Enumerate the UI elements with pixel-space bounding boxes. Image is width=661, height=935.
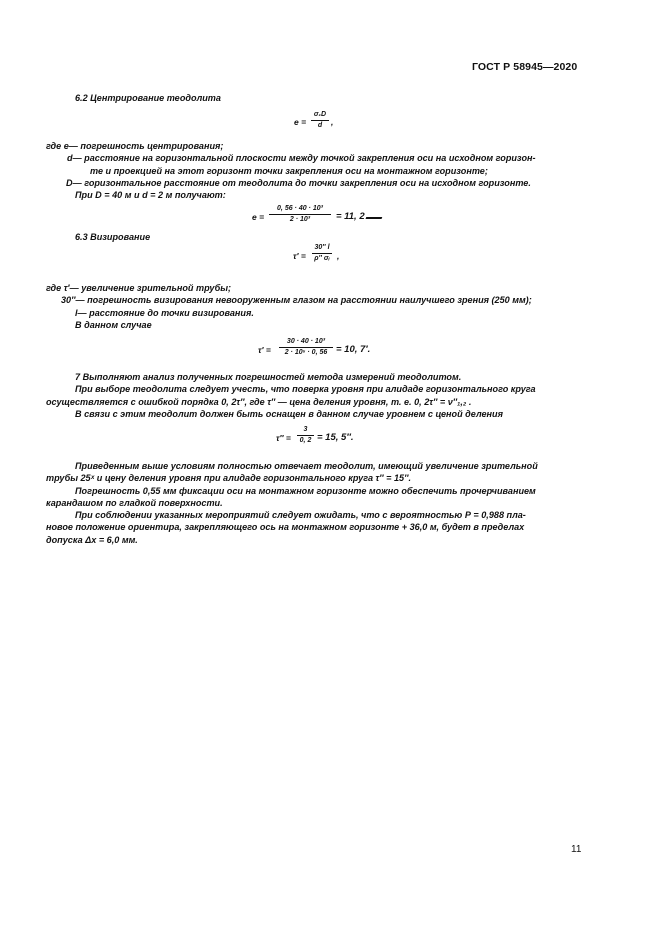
formula-tail: , [331, 117, 334, 127]
paragraph-line: новое положение ориентира, закрепляющего ось на монтажном горизонте + 36,0 м, будет в пределах [46, 522, 525, 533]
fraction-numerator: 30 · 40 · 10³ [286, 338, 326, 345]
section-heading-6-2: 6.2 Центрирование теодолита [75, 93, 221, 103]
case-label: В данном случае [75, 319, 152, 330]
paragraph-line: карандашом по гладкой поверхности. [46, 497, 223, 508]
fraction-bar [279, 347, 333, 348]
formula-tail: , [337, 251, 340, 261]
formula-lhs: τ′ = [258, 345, 271, 355]
paragraph-line: При соблюдении указанных мероприятий следует ожидать, что с вероятностью Р = 0,988 пла- [75, 510, 526, 521]
section-7 [46, 371, 536, 420]
definition-text: — увеличение зрительной трубы; [69, 283, 231, 293]
formula-result-value: = 11, 2 [336, 211, 365, 222]
definition-row [46, 307, 532, 319]
formula-fraction [297, 426, 314, 445]
formula-result: = 10, 7′. [336, 344, 371, 355]
paragraph-line: Погрешность 0,55 мм фиксации оси на монтажном горизонте можно обеспечить прочерчиванием [75, 485, 536, 496]
definition-symbol: где e [46, 141, 69, 151]
paragraph-line: осуществляется с ошибкой порядка 0, 2τ″, где τ″ — цена деления уровня, т. е. 0, 2τ″ = ν″₁,₂ . [46, 396, 472, 407]
definition-row [46, 177, 536, 189]
definition-symbol: где τ′ [46, 283, 70, 293]
handwritten-unit-mark [366, 211, 385, 219]
fraction-bar [297, 435, 314, 436]
paragraph-line: При выборе теодолита следует учесть, что поверка уровня при алидаде горизонтального круга [75, 384, 536, 395]
formula-result [336, 211, 383, 222]
section-7-conclusion [46, 460, 538, 546]
formula-lhs: e = [252, 212, 265, 222]
fraction-denominator: 0, 2 [299, 437, 312, 444]
fraction-bar [312, 253, 332, 254]
definition-symbol: 30″ [61, 295, 76, 306]
page-number: 11 [571, 844, 582, 855]
definition-symbol: D [66, 177, 73, 188]
definition-row [46, 165, 536, 177]
definition-row [46, 140, 536, 152]
definition-list [46, 140, 536, 201]
formula-fraction [312, 244, 332, 263]
paragraph-line: В связи с этим теодолит должен быть оснащен в данном случае уровнем с ценой деления [75, 408, 503, 419]
fraction-denominator: d [317, 122, 323, 129]
document-number: ГОСТ Р 58945—2020 [472, 61, 578, 73]
definition-text: — горизонтальное расстояние от теодолита до точки закрепления оси на исходном горизонте. [72, 177, 531, 188]
definition-text: — расстояние до точки визирования. [77, 307, 254, 318]
formula-fraction [311, 111, 329, 130]
formula-lhs: τ″ = [276, 433, 291, 443]
given-values: При D = 40 м и d = 2 м получают: [75, 190, 226, 201]
formula-result: = 15, 5″. [317, 432, 354, 443]
formula-fraction [269, 205, 331, 224]
definition-text: — погрешность центрирования; [68, 141, 224, 151]
definition-text: те и проекцией на этот горизонт точки закрепления оси на монтажном горизонте; [90, 165, 488, 176]
paragraph-line: трубы 25ˣ и цену деления уровня при алидаде горизонтального круга τ″ = 15″. [46, 473, 411, 484]
fraction-bar [269, 214, 331, 215]
fraction-numerator: σ₁D [313, 111, 327, 118]
definition-row [46, 282, 532, 294]
section-heading-6-3: 6.3 Визирование [75, 232, 151, 242]
definition-text: — погрешность визирования невооруженным глазом на расстоянии наилучшего зрения (250 мм); [75, 295, 532, 306]
formula-fraction [279, 338, 333, 357]
formula-lhs: e = [294, 117, 307, 127]
fraction-denominator: 2 · 10³ [289, 216, 311, 223]
formula-lhs: τ′ = [293, 251, 306, 261]
paragraph-line: 7 Выполняют анализ полученных погрешностей метода измерений теодолитом. [75, 372, 462, 382]
paragraph-line: Приведенным выше условиям полностью отвечает теодолит, имеющий увеличение зрительной [75, 461, 538, 471]
fraction-numerator: 3 [303, 426, 308, 433]
fraction-denominator: 2 · 10⁵ · 0, 56 [284, 349, 328, 356]
definition-row [46, 294, 532, 306]
fraction-bar [311, 120, 329, 121]
fraction-denominator: ρ″ σᵢ [314, 255, 330, 262]
definition-row [46, 152, 536, 164]
fraction-numerator: 0, 56 · 40 · 10³ [277, 205, 323, 212]
paragraph-line: допуска Δx = 6,0 мм. [46, 534, 138, 545]
definition-text: — расстояние на горизонтальной плоскости между точкой закрепления оси на исходном горизон- [72, 153, 536, 164]
definition-symbol: d [67, 153, 73, 164]
definition-list [46, 282, 532, 331]
definition-symbol: l [75, 307, 78, 318]
fraction-numerator: 30″ l [314, 244, 330, 251]
